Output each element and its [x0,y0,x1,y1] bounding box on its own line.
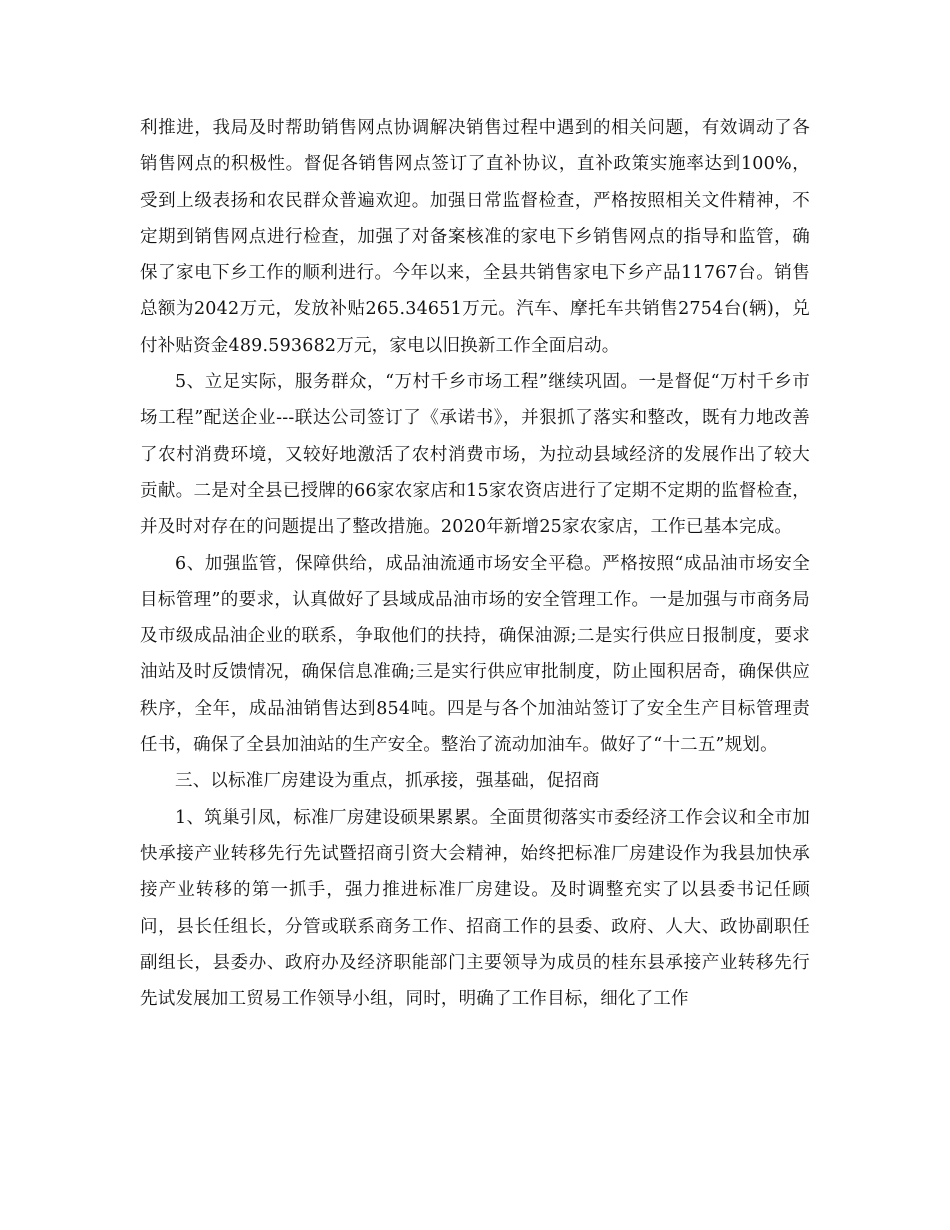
paragraph-item-6: 6、加强监管，保障供给，成品油流通市场安全平稳。严格按照“成品油市场安全目标管理”的要求，认真做好了县域成品油市场的安全管理工作。一是加强与市商务局及市级成品油企业的联系，争取他们的扶持，确保油源;二是实行供应日报制度，要求油站及时反馈情况，确保信息准确;三是实行供应审批制度，防止囤积居奇，确保供应秩序，全年，成品油销售达到854吨。四是与各个加油站签订了安全生产目标管理责任书，确保了全县加油站的生产安全。整治了流动加油车。做好了“十二五”规划。 [140,553,810,756]
document-body [140,110,810,1017]
paragraph-continuation: 利推进，我局及时帮助销售网点协调解决销售过程中遇到的相关问题，有效调动了各销售网点的积极性。督促各销售网点签订了直补协议，直补政策实施率达到100%，受到上级表扬和农民群众普遍欢迎。加强日常监督检查，严格按照相关文件精神，不定期到销售网点进行检查，加强了对备案核准的家电下乡销售网点的指导和监管，确保了家电下乡工作的顺利进行。今年以来，全县共销售家电下乡产品11767台。销售总额为2042万元，发放补贴265.34651万元。汽车、摩托车共销售2754台(辆)，兑付补贴资金489.593682万元，家电以旧换新工作全面启动。 [140,118,810,356]
paragraph-item-5: 5、立足实际，服务群众，“万村千乡市场工程”继续巩固。一是督促“万村千乡市场工程”配送企业---联达公司签订了《承诺书》，并狠抓了落实和整改，既有力地改善了农村消费环境，又较好地激活了农村消费市场，为拉动县域经济的发展作出了较大贡献。二是对全县已授牌的66家农家店和15家农资店进行了定期不定期的监督检查，并及时对存在的问题提出了整改措施。2020年新增25家农家店，工作已基本完成。 [140,372,810,538]
paragraph-section-3-item-1: 1、筑巢引凤，标准厂房建设硕果累累。全面贯彻落实市委经济工作会议和全市加快承接产业转移先行先试暨招商引资大会精神，始终把标准厂房建设作为我县加快承接产业转移的第一抓手，强力推进标准厂房建设。及时调整充实了以县委书记任顾问，县长任组长，分管或联系商务工作、招商工作的县委、政府、人大、政协副职任副组长，县委办、政府办及经济职能部门主要领导为成员的桂东县承接产业转移先行先试发展加工贸易工作领导小组，同时，明确了工作目标，细化了工作 [140,807,810,1010]
section-heading-3: 三、以标准厂房建设为重点，抓承接，强基础，促招商 [175,771,600,792]
